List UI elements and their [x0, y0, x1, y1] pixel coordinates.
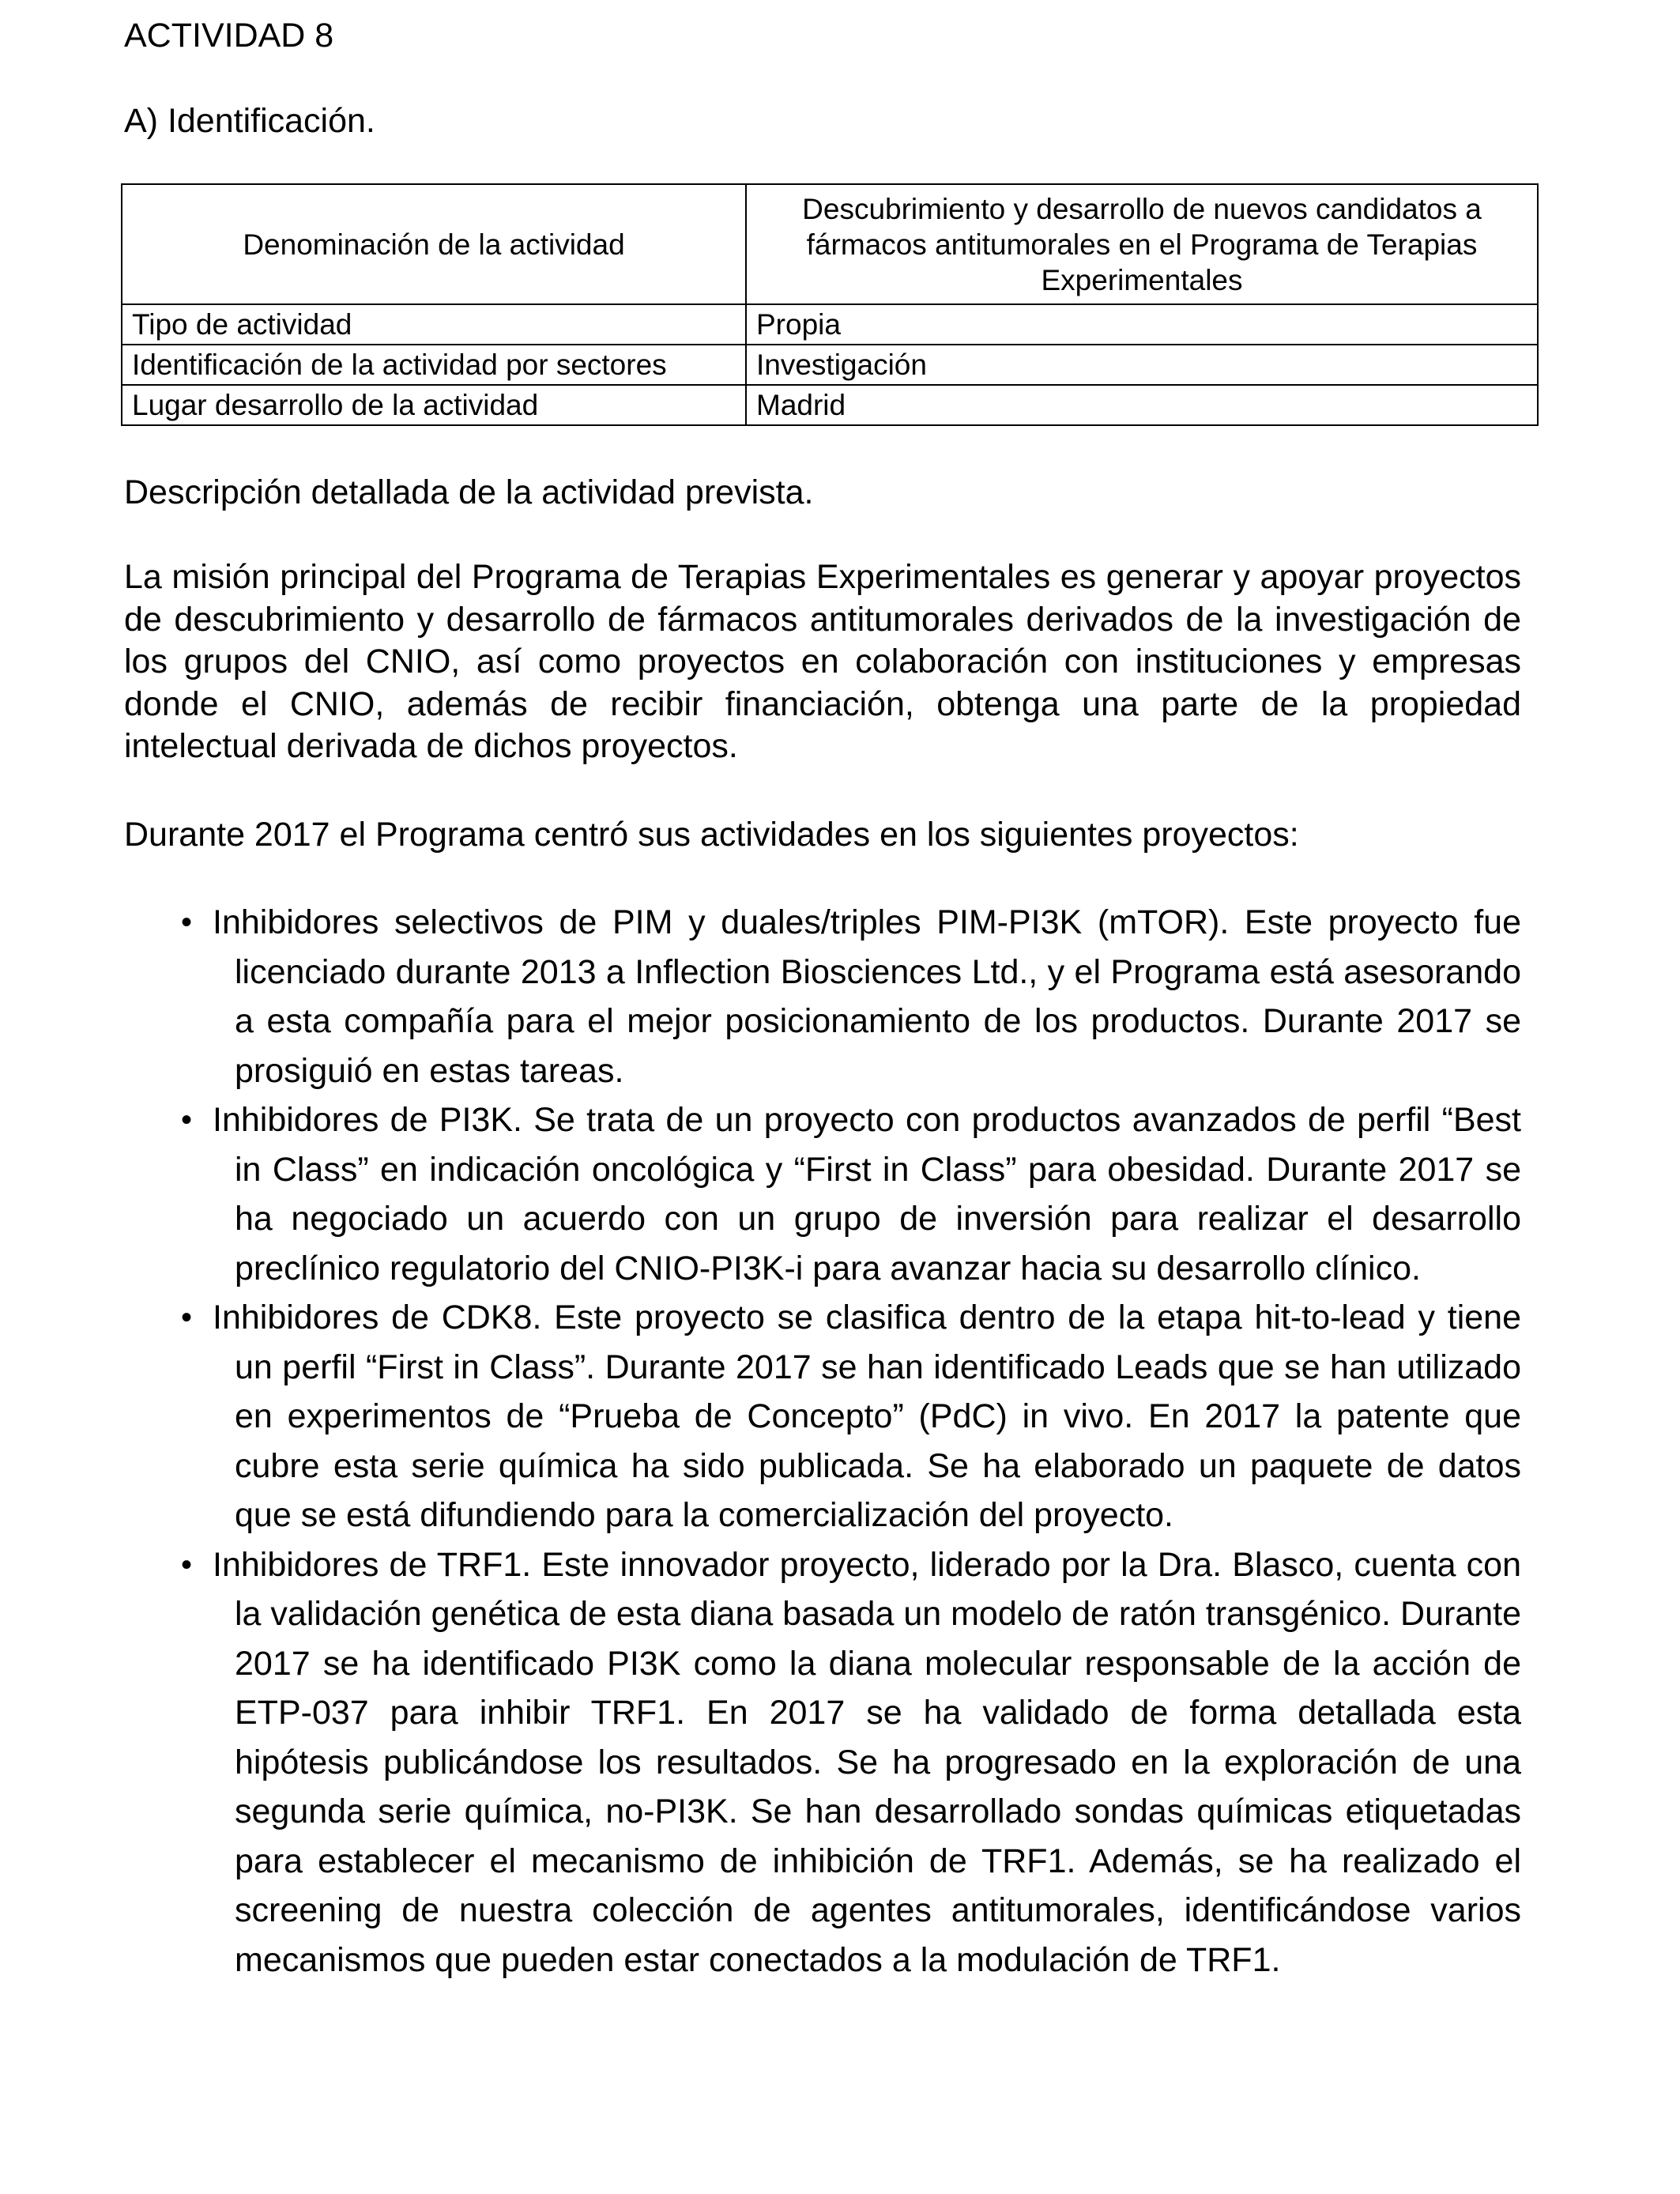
projects-list: [124, 898, 1521, 1985]
bullet-icon: •: [181, 1300, 193, 1335]
identification-table: [121, 183, 1539, 426]
bullet-icon: •: [181, 1547, 193, 1582]
table-header-row: [122, 184, 1538, 304]
identification-heading: A) Identificación.: [124, 102, 375, 140]
table-row: [122, 304, 1538, 345]
project-text: Inhibidores de PI3K. Se trata de un proyecto con productos avanzados de perfil “Best in Class” en indicación oncológica y “First in Class” para obesidad. Durante 2017 se ha negociado un acuerdo con un grupo de inversión para realizar el desarrollo preclínico regulatorio del CNIO-PI3K-i para avanzar hacia su desarrollo clínico.: [213, 1101, 1521, 1287]
list-item: [124, 1293, 1521, 1540]
activity-name-value: Descubrimiento y desarrollo de nuevos candidatos a fármacos antitumorales en el Programa de Terapias Experimentales: [746, 184, 1538, 304]
row-value: Investigación: [746, 345, 1538, 385]
list-item: [124, 1095, 1521, 1293]
description-heading: Descripción detallada de la actividad prevista.: [124, 473, 814, 511]
activity-name-label: Denominación de la actividad: [122, 184, 746, 304]
table-row: [122, 385, 1538, 425]
projects-intro-paragraph: Durante 2017 el Programa centró sus actividades en los siguientes proyectos:: [124, 816, 1299, 854]
row-label: Lugar desarrollo de la actividad: [122, 385, 746, 425]
activity-title: ACTIVIDAD 8: [124, 17, 334, 55]
bullet-icon: •: [181, 1103, 193, 1137]
table-row: [122, 345, 1538, 385]
project-text: Inhibidores de TRF1. Este innovador proyecto, liderado por la Dra. Blasco, cuenta con la validación genética de esta diana basada un modelo de ratón transgénico. Durante 2017 se ha identificado PI3K como la diana molecular responsable de la acción de ETP-037 para inhibir TRF1. En 2017 se ha validado de forma detallada esta hipótesis publicándose los resultados. Se ha progresado en la exploración de una segunda serie química, no-PI3K. Se han desarrollado sondas químicas etiquetadas para establecer el mecanismo de inhibición de TRF1. Además, se ha realizado el screening de nuestra colección de agentes antitumorales, identificándose varios mecanismos que pueden estar conectados a la modulación de TRF1.: [213, 1545, 1521, 1979]
row-label: Identificación de la actividad por sectores: [122, 345, 746, 385]
list-item: [124, 898, 1521, 1095]
project-text: Inhibidores selectivos de PIM y duales/triples PIM-PI3K (mTOR). Este proyecto fue licenciado durante 2013 a Inflection Biosciences Ltd., y el Programa está asesorando a esta compañía para el mejor posicionamiento de los productos. Durante 2017 se prosiguió en estas tareas.: [213, 903, 1521, 1090]
mission-paragraph: La misión principal del Programa de Terapias Experimentales es generar y apoyar proyectos de descubrimiento y desarrollo de fármacos antitumorales derivados de la investigación de los grupos del CNIO, así como proyectos en colaboración con instituciones y empresas donde el CNIO, además de recibir financiación, obtenga una parte de la propiedad intelectual derivada de dichos proyectos.: [124, 558, 1521, 766]
list-item: [124, 1540, 1521, 1985]
project-text: Inhibidores de CDK8. Este proyecto se clasifica dentro de la etapa hit-to-lead y tiene un perfil “First in Class”. Durante 2017 se han identificado Leads que se han utilizado en experimentos de “Prueba de Concepto” (PdC) in vivo. En 2017 la patente que cubre esta serie química ha sido publicada. Se ha elaborado un paquete de datos que se está difundiendo para la comercialización del proyecto.: [213, 1299, 1521, 1534]
row-value: Propia: [746, 304, 1538, 345]
row-value: Madrid: [746, 385, 1538, 425]
row-label: Tipo de actividad: [122, 304, 746, 345]
bullet-icon: •: [181, 905, 193, 940]
